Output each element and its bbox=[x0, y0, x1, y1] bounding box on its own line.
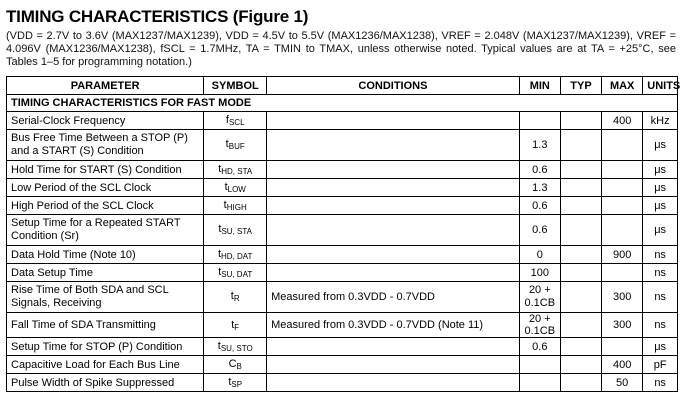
symbol-main: C bbox=[228, 358, 237, 370]
typ-cell bbox=[560, 179, 601, 197]
symbol-cell bbox=[204, 338, 267, 356]
symbol-subscript: F bbox=[234, 322, 240, 332]
header-conditions: CONDITIONS bbox=[267, 77, 520, 95]
min-cell: 0.6 bbox=[519, 338, 560, 356]
table-row bbox=[7, 112, 678, 130]
parameter-cell: Setup Time for STOP (P) Condition bbox=[7, 338, 204, 356]
symbol-subscript: HD, STA bbox=[221, 167, 253, 176]
symbol-subscript: SU, DAT bbox=[221, 270, 253, 279]
symbol-subscript: LOW bbox=[227, 185, 246, 194]
symbol-cell bbox=[204, 112, 267, 130]
symbol-cell bbox=[204, 282, 267, 313]
min-cell: 20 + 0.1CB bbox=[519, 313, 560, 338]
symbol-cell bbox=[204, 215, 267, 246]
table-row bbox=[7, 215, 678, 246]
typ-cell bbox=[560, 313, 601, 338]
symbol-main: t bbox=[218, 222, 222, 235]
min-cell bbox=[519, 112, 560, 130]
conditions-cell bbox=[267, 356, 520, 374]
max-cell: 300 bbox=[602, 282, 643, 313]
max-cell bbox=[602, 197, 643, 215]
symbol-cell bbox=[204, 374, 267, 392]
table-row bbox=[7, 264, 678, 282]
symbol-cell bbox=[204, 161, 267, 179]
parameter-cell: High Period of the SCL Clock bbox=[7, 197, 204, 215]
typ-cell bbox=[560, 161, 601, 179]
min-cell: 0.6 bbox=[519, 215, 560, 246]
typ-cell bbox=[560, 246, 601, 264]
symbol-main: t bbox=[225, 137, 229, 150]
max-cell bbox=[602, 179, 643, 197]
parameter-cell: Rise Time of Both SDA and SCL Signals, Receiving bbox=[7, 282, 204, 313]
header-typ: TYP bbox=[560, 77, 601, 95]
typ-cell bbox=[560, 374, 601, 392]
table-row bbox=[7, 313, 678, 338]
max-cell: 300 bbox=[602, 313, 643, 338]
timing-table bbox=[6, 76, 681, 392]
symbol-cell bbox=[204, 313, 267, 338]
header-parameter: PARAMETER bbox=[7, 77, 204, 95]
units-cell: μs bbox=[643, 338, 678, 356]
table-row bbox=[7, 338, 678, 356]
units-cell: pF bbox=[643, 356, 678, 374]
conditions-cell bbox=[267, 161, 520, 179]
parameter-cell: Serial-Clock Frequency bbox=[7, 112, 204, 130]
conditions-cell bbox=[267, 179, 520, 197]
conditions-cell bbox=[267, 130, 520, 161]
symbol-cell bbox=[204, 197, 267, 215]
section-row bbox=[7, 95, 678, 112]
parameter-cell: Capacitive Load for Each Bus Line bbox=[7, 356, 204, 374]
symbol-cell bbox=[204, 246, 267, 264]
section-heading: TIMING CHARACTERISTICS FOR FAST MODE bbox=[7, 95, 678, 112]
symbol-cell bbox=[204, 264, 267, 282]
symbol-subscript: R bbox=[233, 293, 240, 303]
symbol-subscript: SP bbox=[231, 380, 243, 389]
symbol-subscript: BUF bbox=[228, 141, 245, 151]
units-cell: ns bbox=[643, 313, 678, 338]
table-row bbox=[7, 130, 678, 161]
header-symbol: SYMBOL bbox=[204, 77, 267, 95]
units-cell: μs bbox=[643, 215, 678, 246]
min-cell bbox=[519, 374, 560, 392]
max-cell bbox=[602, 161, 643, 179]
units-cell: μs bbox=[643, 197, 678, 215]
table-row bbox=[7, 161, 678, 179]
symbol-main: t bbox=[223, 199, 227, 211]
conditions-cell bbox=[267, 374, 520, 392]
units-cell: kHz bbox=[643, 112, 678, 130]
header-units: UNITS bbox=[643, 77, 678, 95]
parameter-cell: Setup Time for a Repeated START Condition (Sr) bbox=[7, 215, 204, 246]
symbol-cell bbox=[204, 356, 267, 374]
min-cell: 100 bbox=[519, 264, 560, 282]
max-cell bbox=[602, 264, 643, 282]
units-cell: ns bbox=[643, 374, 678, 392]
min-cell: 20 + 0.1CB bbox=[519, 282, 560, 313]
table-row bbox=[7, 356, 678, 374]
parameter-cell: Hold Time for START (S) Condition bbox=[7, 161, 204, 179]
symbol-subscript: SCL bbox=[228, 118, 245, 127]
conditions-note: (VDD = 2.7V to 3.6V (MAX1237/MAX1239), VDD = 4.5V to 5.5V (MAX1236/MAX1238), VREF = 2.048V (MAX1237/MAX1239), VREF = 4.096V (MAX1236/MAX1238), fSCL = 1.7MHz, TA = TMIN to TMAX, unless otherwise noted. Typical values are at TA = +25°C, see Tables 1–5 for programming notation.) bbox=[6, 30, 676, 68]
table-row bbox=[7, 282, 678, 313]
conditions-cell bbox=[267, 338, 520, 356]
conditions-cell bbox=[267, 197, 520, 215]
min-cell: 0.6 bbox=[519, 161, 560, 179]
min-cell: 0 bbox=[519, 246, 560, 264]
max-cell bbox=[602, 338, 643, 356]
table-row bbox=[7, 246, 678, 264]
symbol-main: t bbox=[230, 289, 234, 302]
parameter-cell: Fall Time of SDA Transmitting bbox=[7, 313, 204, 338]
symbol-main: t bbox=[224, 181, 228, 193]
max-cell: 900 bbox=[602, 246, 643, 264]
max-cell: 400 bbox=[602, 112, 643, 130]
typ-cell bbox=[560, 215, 601, 246]
table-row bbox=[7, 197, 678, 215]
units-cell: ns bbox=[643, 282, 678, 313]
conditions-cell bbox=[267, 246, 520, 264]
symbol-subscript: HD, DAT bbox=[221, 252, 253, 261]
symbol-subscript: SU, STA bbox=[221, 226, 252, 236]
max-cell bbox=[602, 215, 643, 246]
units-cell: ns bbox=[643, 264, 678, 282]
units-cell: μs bbox=[643, 161, 678, 179]
header-max: MAX bbox=[602, 77, 643, 95]
parameter-cell: Data Hold Time (Note 10) bbox=[7, 246, 204, 264]
table-row bbox=[7, 374, 678, 392]
symbol-cell bbox=[204, 179, 267, 197]
units-cell: μs bbox=[643, 179, 678, 197]
min-cell: 1.3 bbox=[519, 130, 560, 161]
min-cell: 1.3 bbox=[519, 179, 560, 197]
typ-cell bbox=[560, 130, 601, 161]
conditions-cell: Measured from 0.3VDD - 0.7VDD bbox=[267, 282, 520, 313]
max-cell bbox=[602, 130, 643, 161]
min-cell: 0.6 bbox=[519, 197, 560, 215]
symbol-main: t bbox=[217, 340, 221, 352]
symbol-main: t bbox=[231, 318, 235, 331]
typ-cell bbox=[560, 356, 601, 374]
header-min: MIN bbox=[519, 77, 560, 95]
table-header-row bbox=[7, 77, 678, 95]
symbol-subscript: HIGH bbox=[226, 203, 247, 212]
typ-cell bbox=[560, 112, 601, 130]
table-row bbox=[7, 179, 678, 197]
parameter-cell: Data Setup Time bbox=[7, 264, 204, 282]
conditions-cell: Measured from 0.3VDD - 0.7VDD (Note 11) bbox=[267, 313, 520, 338]
parameter-cell: Pulse Width of Spike Suppressed bbox=[7, 374, 204, 392]
typ-cell bbox=[560, 197, 601, 215]
min-cell bbox=[519, 356, 560, 374]
units-cell: μs bbox=[643, 130, 678, 161]
conditions-cell bbox=[267, 264, 520, 282]
symbol-cell bbox=[204, 130, 267, 161]
typ-cell bbox=[560, 264, 601, 282]
symbol-main: t bbox=[228, 376, 232, 388]
symbol-subscript: SU, STO bbox=[220, 344, 253, 353]
parameter-cell: Low Period of the SCL Clock bbox=[7, 179, 204, 197]
conditions-cell bbox=[267, 215, 520, 246]
symbol-subscript: B bbox=[236, 362, 242, 371]
section-title: TIMING CHARACTERISTICS (Figure 1) bbox=[6, 7, 309, 26]
symbol-main: t bbox=[218, 163, 222, 175]
typ-cell bbox=[560, 338, 601, 356]
max-cell: 400 bbox=[602, 356, 643, 374]
units-cell: ns bbox=[643, 246, 678, 264]
conditions-cell bbox=[267, 112, 520, 130]
symbol-main: f bbox=[225, 114, 229, 126]
typ-cell bbox=[560, 282, 601, 313]
parameter-cell: Bus Free Time Between a STOP (P) and a START (S) Condition bbox=[7, 130, 204, 161]
symbol-main: t bbox=[218, 266, 222, 278]
max-cell: 50 bbox=[602, 374, 643, 392]
symbol-main: t bbox=[217, 248, 222, 260]
